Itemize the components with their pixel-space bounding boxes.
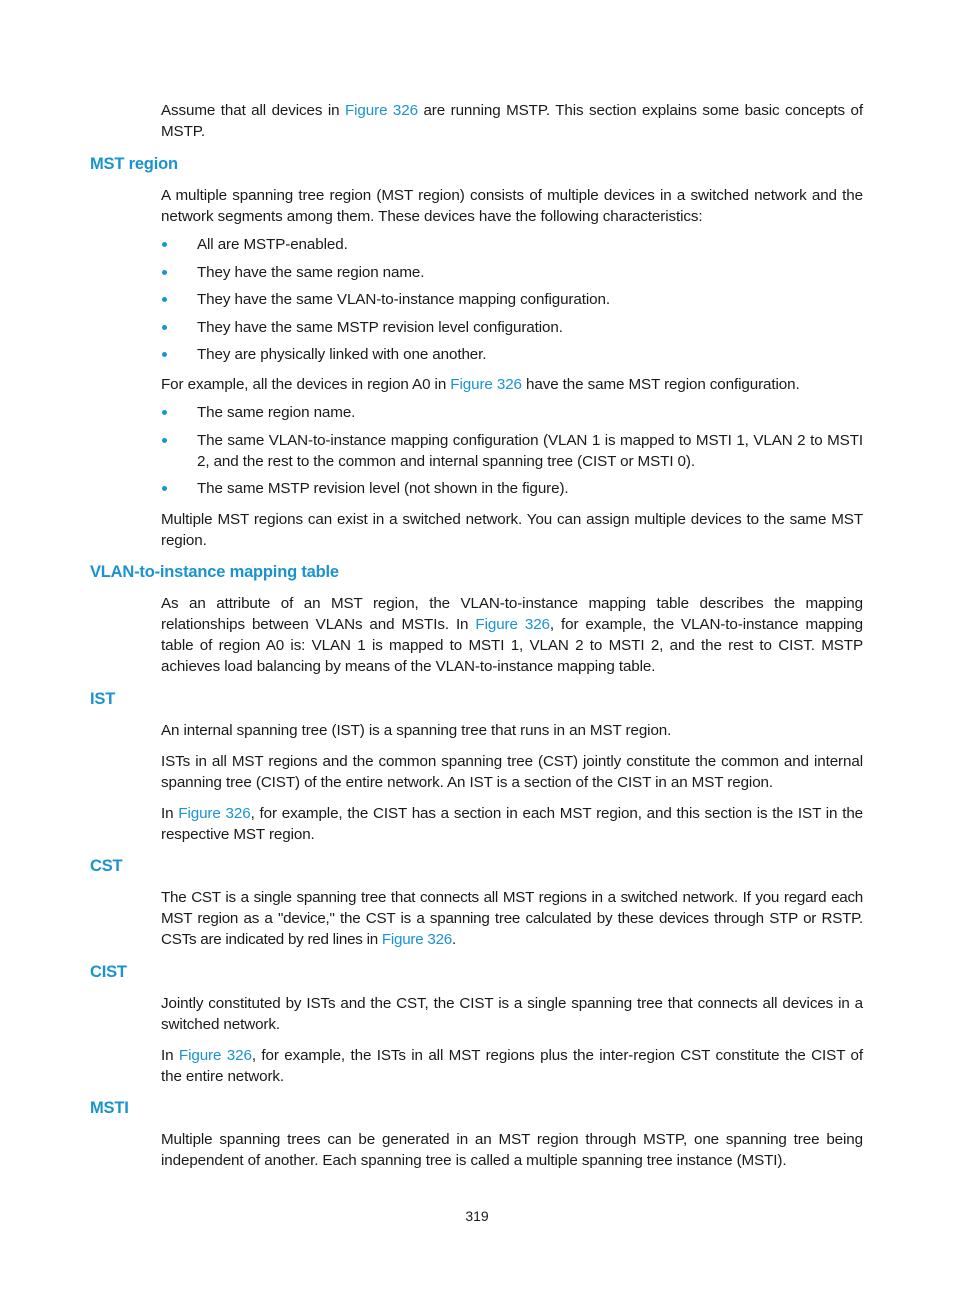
list-item-text: They have the same VLAN-to-instance mapping configuration.	[197, 291, 610, 308]
list-item-text: The same MSTP revision level (not shown in the figure).	[197, 480, 569, 497]
mst-region-para1: A multiple spanning tree region (MST region) consists of multiple devices in a switched network and the network segments among them. These devices have the following characteristics:	[161, 187, 863, 225]
cst-text-pre: The CST is a single spanning tree that connects all MST regions in a switched network. If you regard each MST region as a "device," the CST is a spanning tree calculated by these devices through STP or RSTP. CSTs are indicated by red lines in	[161, 889, 863, 948]
list-item-text: All are MSTP-enabled.	[197, 236, 348, 253]
mst-region-example-paragraph	[161, 374, 863, 395]
list-item	[161, 289, 863, 310]
mst-region-characteristics-list	[161, 234, 863, 365]
msti-paragraph: Multiple spanning trees can be generated in an MST region through MSTP, one spanning tree being independent of another. Each spanning tree is called a multiple spanning tree instance (MSTI).	[161, 1131, 863, 1169]
list-item	[161, 478, 863, 499]
mst-region-last-block	[161, 509, 863, 551]
example-text-post: have the same MST region configuration.	[521, 376, 800, 393]
ist-para3-text-post: , for example, the CIST has a section in each MST region, and this section is the IST in the respective MST region.	[161, 805, 864, 843]
vlan-table-block	[161, 593, 863, 677]
figure-326-link[interactable]: Figure 326	[178, 1047, 252, 1064]
figure-326-link[interactable]: Figure 326	[381, 931, 452, 948]
bullet-icon	[162, 486, 167, 491]
bullet-icon	[162, 325, 167, 330]
bullet-icon	[162, 352, 167, 357]
intro-text-post: are running MSTP. This section explains some basic concepts of MSTP.	[161, 102, 863, 140]
mst-region-para1-block	[161, 185, 863, 227]
figure-326-link[interactable]: Figure 326	[475, 616, 550, 633]
ist-para1: An internal spanning tree (IST) is a spanning tree that runs in an MST region.	[161, 722, 672, 739]
example-text-pre: For example, all the devices in region A0 in	[161, 376, 451, 393]
cst-text-post: .	[451, 931, 456, 948]
intro-paragraph	[161, 100, 863, 142]
heading-vlan-mapping-table: VLAN-to-instance mapping table	[90, 563, 339, 581]
list-item	[161, 344, 863, 365]
cist-para1-block	[161, 993, 863, 1035]
list-item-text: They have the same MSTP revision level configuration.	[197, 318, 563, 336]
list-item-text: They have the same region name.	[197, 263, 425, 281]
bullet-icon	[162, 438, 167, 443]
bullet-icon	[162, 297, 167, 302]
list-item-text: They are physically linked with one another.	[197, 346, 487, 363]
list-item	[161, 317, 863, 338]
list-item	[161, 262, 863, 283]
ist-para3	[161, 803, 863, 845]
bullet-icon	[162, 270, 167, 275]
mst-region-example-list	[161, 402, 863, 499]
ist-para3-text-pre: In	[161, 805, 179, 822]
bullet-icon	[162, 242, 167, 247]
heading-cist: CIST	[90, 963, 127, 981]
cst-paragraph	[161, 887, 863, 950]
mst-region-example-block	[161, 374, 863, 395]
cist-para2	[161, 1045, 863, 1087]
cist-para2-text-post: , for example, the ISTs in all MST regions plus the inter-region CST constitute the CIST of the entire network.	[161, 1047, 864, 1085]
cist-para1: Jointly constituted by ISTs and the CST, the CIST is a single spanning tree that connects all devices in a switched network.	[161, 995, 863, 1033]
heading-ist: IST	[90, 690, 116, 708]
vlan-table-paragraph	[161, 593, 863, 677]
vlan-table-text-pre: As an attribute of an MST region, the VLAN-to-instance mapping table describes the mapping relationships between VLANs and MSTIs. In	[161, 595, 863, 633]
ist-para2: ISTs in all MST regions and the common spanning tree (CST) jointly constitute the common and internal spanning tree (CIST) of the entire network. An IST is a section of the CIST in an MST region.	[161, 753, 863, 791]
bullet-icon	[162, 410, 167, 415]
list-item-text: The same VLAN-to-instance mapping configuration (VLAN 1 is mapped to MSTI 1, VLAN 2 to MSTI 2, and the rest to the common and internal spanning tree (CIST or MSTI 0).	[197, 431, 863, 470]
list-item	[161, 402, 863, 423]
ist-para3-block	[161, 803, 863, 845]
figure-326-link[interactable]: Figure 326	[178, 805, 251, 822]
mst-region-last-paragraph: Multiple MST regions can exist in a switched network. You can assign multiple devices to the same MST region.	[161, 511, 863, 549]
ist-para2-block	[161, 751, 863, 793]
msti-block	[161, 1129, 863, 1171]
vlan-table-text-post: , for example, the VLAN-to-instance mapping table of region A0 is: VLAN 1 is mapped to MSTI 1, VLAN 2 to MSTI 2, and the rest to CIST. MSTP achieves load balancing by means of the VLAN-to-instance mapping table.	[161, 616, 864, 675]
list-item-text: The same region name.	[197, 404, 356, 421]
list-item	[161, 234, 863, 255]
heading-mst-region: MST region	[90, 155, 178, 173]
list-item	[161, 430, 863, 472]
intro-text-pre: Assume that all devices in	[161, 102, 345, 119]
intro-paragraph-block	[161, 100, 863, 142]
figure-326-link[interactable]: Figure 326	[344, 102, 418, 119]
page-number: 319	[465, 1208, 489, 1224]
cst-block	[161, 887, 863, 950]
heading-cst: CST	[90, 857, 123, 875]
cist-para2-block	[161, 1045, 863, 1087]
ist-para1-block	[161, 720, 863, 741]
heading-msti: MSTI	[90, 1099, 129, 1117]
figure-326-link[interactable]: Figure 326	[450, 376, 522, 393]
cist-para2-text-pre: In	[161, 1047, 179, 1064]
